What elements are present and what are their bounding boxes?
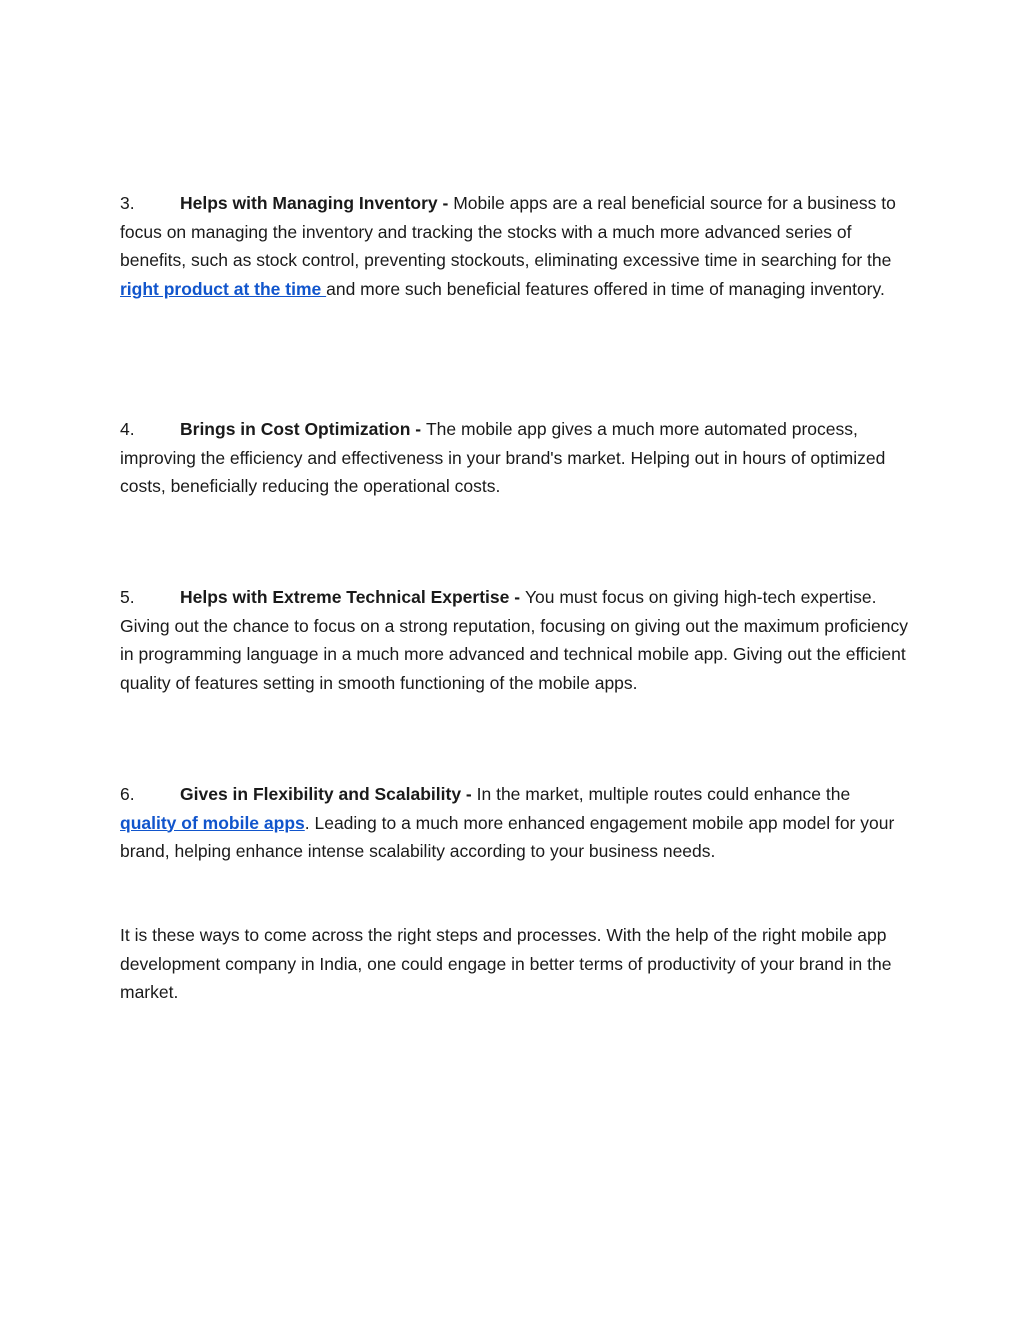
item-text-continued: . Leading to a much more enhanced engagement mobile app model for your brand, helping enhance intense scalability according to your business needs. bbox=[120, 812, 895, 861]
item-heading: Helps with Extreme Technical Expertise - bbox=[180, 587, 525, 607]
conclusion-paragraph: It is these ways to come across the right steps and processes. With the help of the right mobile app development company in India, one could engage in better terms of productivity of your brand in the market. bbox=[120, 925, 892, 1002]
item-number: 3. bbox=[120, 193, 135, 213]
item-number: 6. bbox=[120, 784, 135, 804]
item-heading: Helps with Managing Inventory - bbox=[180, 193, 454, 213]
list-item-managing-inventory bbox=[120, 189, 910, 303]
list-item-flexibility-scalability bbox=[120, 780, 910, 866]
right-product-link[interactable]: right product at the time bbox=[120, 278, 327, 299]
item-heading: Gives in Flexibility and Scalability - bbox=[180, 784, 477, 804]
item-number: 5. bbox=[120, 587, 135, 607]
item-text-continued: and more such beneficial features offered in time of managing inventory. bbox=[326, 278, 885, 299]
list-item-technical-expertise bbox=[120, 583, 910, 697]
item-text: The mobile app gives a much more automated process, improving the efficiency and effectiveness in your brand's market. Helping out in hours of optimized costs, beneficially reducing the operational costs. bbox=[120, 419, 886, 496]
item-text: In the market, multiple routes could enhance the bbox=[476, 784, 851, 804]
list-item-cost-optimization bbox=[120, 415, 910, 501]
item-number: 4. bbox=[120, 419, 135, 439]
item-text: You must focus on giving high-tech expertise. Giving out the chance to focus on a strong reputation, focusing on giving out the maximum proficiency in programming language in a much more advanced and technical mobile app. Giving out the efficient quality of features setting in smooth functioning of the mobile apps. bbox=[120, 587, 908, 693]
quality-of-mobile-apps-link[interactable]: quality of mobile apps bbox=[120, 812, 305, 833]
item-heading: Brings in Cost Optimization - bbox=[180, 419, 426, 439]
item-text: Mobile apps are a real beneficial source for a business to focus on managing the inventory and tracking the stocks with a much more advanced series of benefits, such as stock control, preventing stockouts, eliminating excessive time in searching for the bbox=[120, 193, 896, 270]
